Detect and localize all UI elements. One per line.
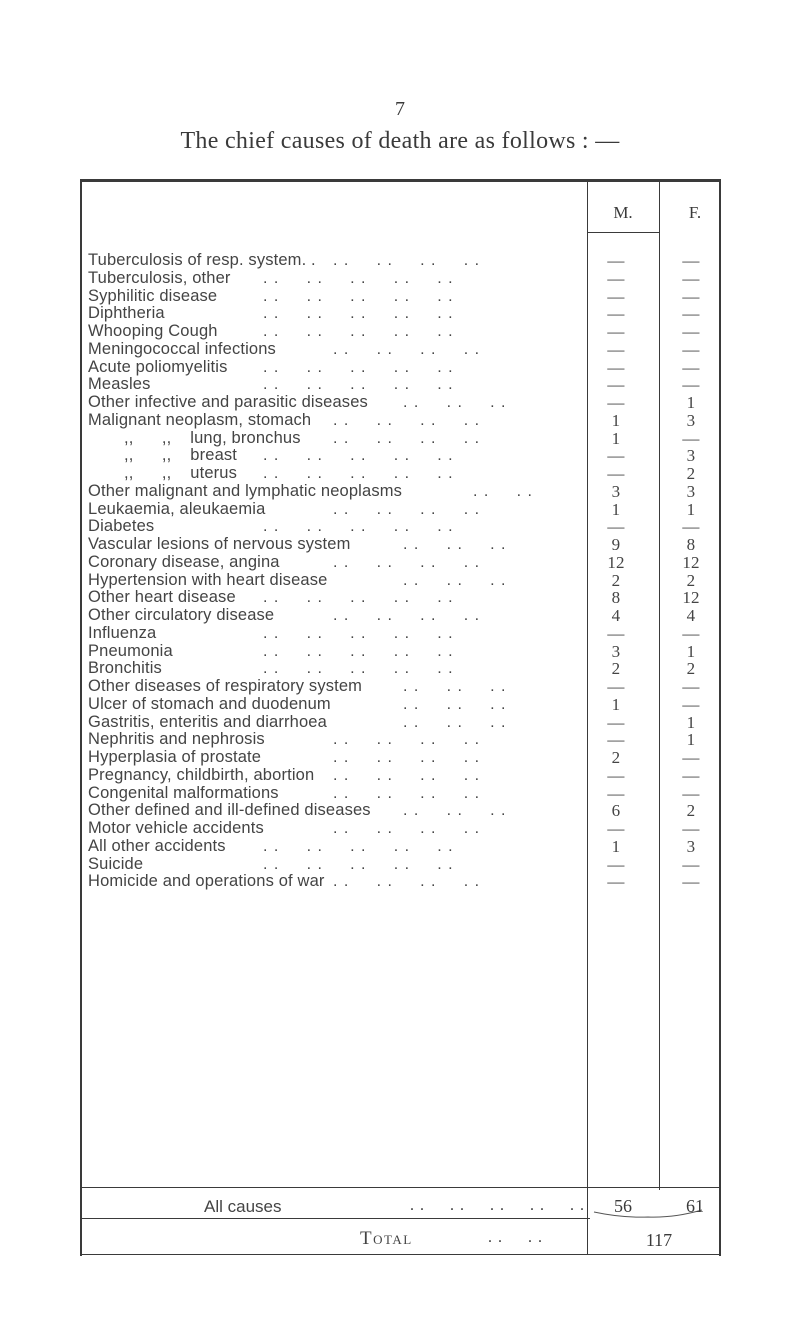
female-count: — — [682, 339, 700, 359]
table-row — [88, 554, 728, 572]
female-count: — — [682, 357, 700, 377]
male-count: 3 — [611, 641, 621, 661]
table-left-border — [80, 179, 82, 1256]
table-row — [88, 394, 728, 412]
cause-label: Tuberculosis, other — [88, 268, 231, 287]
table-row — [88, 412, 728, 430]
cause-label: Other circulatory disease — [88, 606, 275, 624]
cause-label: Other heart disease — [88, 588, 236, 607]
leader-dots: . . . . . . . . . . — [263, 323, 454, 340]
female-count: 1 — [686, 499, 696, 519]
female-count: — — [682, 517, 700, 537]
male-count: — — [607, 783, 625, 803]
female-count: — — [682, 765, 700, 785]
cause-label: Motor vehicle accidents — [88, 819, 264, 837]
leader-dots: . . . . . . . . . . — [263, 589, 454, 607]
female-count: 12 — [682, 552, 700, 572]
male-count: 2 — [611, 748, 621, 767]
all-causes-leader-dots: . . . . . . . . . . — [410, 1197, 585, 1214]
leader-dots: . . . . . . . . . . — [263, 624, 454, 642]
male-count: — — [607, 304, 625, 324]
total-leader-dots: . . . . — [488, 1229, 543, 1246]
female-count: 1 — [686, 393, 696, 412]
table-row — [88, 252, 728, 270]
leader-dots: . . . . . . . . . . — [263, 837, 454, 855]
leader-dots: . . . . . . . . . . — [263, 287, 454, 305]
female-count: 2 — [686, 464, 696, 483]
table-row — [88, 696, 728, 714]
female-count: — — [682, 694, 700, 714]
male-count: — — [607, 872, 625, 892]
leader-dots: . . . . . . . . — [333, 873, 481, 891]
male-count: — — [607, 819, 625, 838]
female-count: — — [682, 428, 700, 448]
female-count: 2 — [686, 659, 696, 679]
cause-label: Influenza — [88, 623, 157, 642]
leader-dots: . . . . . . — [403, 802, 507, 820]
table-row — [88, 678, 728, 696]
column-header-f: F. — [688, 203, 702, 222]
leader-dots: . . . . . . . . . . — [263, 305, 454, 323]
page-number: 7 — [395, 98, 405, 120]
male-count: 9 — [611, 535, 621, 554]
cause-label: Pregnancy, childbirth, abortion — [88, 765, 315, 784]
table-row — [88, 589, 728, 607]
all-causes-f: 61 — [686, 1196, 704, 1216]
male-count: — — [607, 677, 625, 696]
table-row — [88, 447, 728, 465]
cause-label: Acute poliomyelitis — [88, 357, 228, 376]
cause-label: Other diseases of respiratory system — [88, 677, 363, 695]
cause-label: Pneumonia — [88, 641, 173, 660]
page-title: The chief causes of death are as follows : — — [180, 128, 620, 154]
leader-dots: . . . . . . . . . . — [263, 518, 454, 536]
cause-label: Other defined and ill-defined diseases — [88, 801, 371, 820]
cause-label: Syphilitic disease — [88, 286, 218, 305]
cause-label: All other accidents — [88, 836, 226, 855]
female-count: 1 — [686, 641, 696, 661]
table-row — [88, 731, 728, 749]
male-count: — — [607, 322, 625, 341]
female-count: — — [682, 854, 700, 874]
leader-dots: . . . . . . . . . . — [263, 855, 454, 873]
total-value: 117 — [645, 1230, 673, 1250]
leader-dots: . . . . . . . . — [333, 784, 481, 802]
leader-dots: . . . . . . . . — [333, 607, 481, 624]
causes-list — [88, 252, 728, 891]
male-count: 1 — [611, 694, 621, 714]
table-row — [88, 288, 728, 306]
table-row — [88, 749, 728, 767]
table-row — [88, 767, 728, 785]
leader-dots: . . . . . . — [403, 713, 507, 731]
male-count: — — [607, 623, 625, 643]
cause-label: Ulcer of stomach and duodenum — [88, 694, 331, 713]
male-count: — — [607, 712, 625, 732]
female-count: 3 — [686, 410, 696, 430]
female-count: — — [682, 819, 700, 838]
leader-dots: . . . . . . . . — [333, 553, 481, 571]
female-count: — — [682, 322, 700, 341]
cause-label: Coronary disease, angina — [88, 552, 280, 571]
table-row — [88, 660, 728, 678]
leader-dots: . . . . . . . . — [333, 731, 481, 749]
female-count: 1 — [686, 712, 696, 732]
cause-label: Whooping Cough — [88, 322, 218, 340]
table-row — [88, 341, 728, 359]
male-count: — — [607, 517, 625, 537]
cause-label: ,, ,, uterus — [124, 464, 238, 482]
table-row — [88, 359, 728, 377]
female-count: — — [682, 268, 700, 288]
table-row — [88, 625, 728, 643]
leader-dots: . . . . . . . . . . — [263, 465, 454, 482]
all-causes-label: All causes — [204, 1197, 282, 1216]
table-row — [88, 376, 728, 394]
male-count: 1 — [611, 410, 621, 430]
female-count: 3 — [686, 481, 696, 501]
cause-label: Diabetes — [88, 517, 155, 536]
male-count: — — [607, 375, 625, 395]
leader-dots: . . . . . . . . — [333, 252, 481, 269]
cause-label: Hyperplasia of prostate — [88, 748, 262, 766]
male-count: 6 — [611, 801, 621, 821]
male-count: — — [607, 286, 625, 306]
table-row — [88, 572, 728, 590]
cause-label: Suicide — [88, 854, 144, 873]
male-count: 4 — [611, 606, 621, 625]
leader-dots: . . . . . . . . — [333, 820, 481, 837]
table-row — [88, 802, 728, 820]
male-count: — — [607, 357, 625, 377]
column-header-m: M. — [613, 203, 633, 222]
male-count: 12 — [607, 552, 625, 572]
leader-dots: . . . . . . . . . . — [263, 358, 454, 376]
male-count: — — [607, 251, 625, 270]
leader-dots: . . . . . . — [403, 571, 507, 589]
female-count: 8 — [686, 535, 696, 554]
cause-label: Tuberculosis of resp. system. . — [88, 251, 316, 269]
male-count: 1 — [611, 428, 621, 448]
female-count: 3 — [686, 836, 696, 856]
cause-label: ,, ,, breast — [124, 446, 238, 465]
cause-label: Hypertension with heart disease — [88, 570, 328, 589]
cause-label: Leukaemia, aleukaemia — [88, 499, 266, 518]
leader-dots: . . . . . . . . — [333, 429, 481, 447]
m-header-underline — [587, 232, 659, 233]
table-row — [88, 430, 728, 448]
female-count: 12 — [682, 588, 700, 608]
cause-label: Gastritis, enteritis and diarrhoea — [88, 712, 327, 731]
leader-dots: . . . . . . . . . . — [263, 642, 454, 660]
all-causes-top-line — [80, 1187, 721, 1188]
cause-label: Measles — [88, 375, 151, 394]
leader-dots: . . . . — [473, 482, 533, 500]
table-row — [88, 643, 728, 661]
table-row — [88, 305, 728, 323]
female-count: — — [682, 304, 700, 324]
leader-dots: . . . . . . . . . . — [263, 269, 454, 287]
table-bottom-border — [80, 1254, 721, 1255]
male-count: — — [607, 464, 625, 483]
table-row — [88, 518, 728, 536]
male-count: — — [607, 446, 625, 466]
male-count: — — [607, 393, 625, 412]
male-count: — — [607, 730, 625, 750]
cause-label: ,, ,, lung, bronchus — [124, 428, 301, 447]
leader-dots: . . . . . . . . — [333, 500, 481, 518]
male-count: — — [607, 268, 625, 288]
table-row — [88, 483, 728, 501]
female-count: 2 — [686, 570, 696, 590]
total-label: Total — [360, 1228, 413, 1249]
female-count: — — [682, 677, 700, 696]
leader-dots: . . . . . . . . — [333, 411, 481, 429]
leader-dots: . . . . . . — [403, 394, 507, 411]
female-count: — — [682, 375, 700, 395]
leader-dots: . . . . . . . . — [333, 340, 481, 358]
female-count: — — [682, 872, 700, 892]
cause-label: Congenital malformations — [88, 783, 279, 802]
leader-dots: . . . . . . — [403, 695, 507, 713]
cause-label: Other malignant and lymphatic neoplasms — [88, 481, 403, 500]
cause-label: Bronchitis — [88, 659, 162, 678]
all-causes-m: 56 — [614, 1196, 632, 1216]
male-count: 2 — [611, 659, 621, 679]
table-row — [88, 607, 728, 625]
male-count: 2 — [611, 570, 621, 590]
male-count: 3 — [611, 481, 621, 501]
cause-label: Other infective and parasitic diseases — [88, 393, 368, 411]
table-row — [88, 270, 728, 288]
total-top-line — [80, 1218, 590, 1219]
table-row — [88, 820, 728, 838]
cause-label: Nephritis and nephrosis — [88, 730, 265, 749]
male-count: — — [607, 854, 625, 874]
cause-label: Malignant neoplasm, stomach — [88, 410, 312, 429]
table-row — [88, 873, 728, 891]
female-count: — — [682, 783, 700, 803]
female-count: — — [682, 286, 700, 306]
male-count: — — [607, 339, 625, 359]
leader-dots: . . . . . . — [403, 536, 507, 553]
table-row — [88, 465, 728, 483]
leader-dots: . . . . . . . . — [333, 766, 481, 784]
male-count: 1 — [611, 836, 621, 856]
female-count: 4 — [686, 606, 696, 625]
table-row — [88, 838, 728, 856]
cause-label: Homicide and operations of war — [88, 872, 325, 891]
leader-dots: . . . . . . . . — [333, 749, 481, 766]
female-count: — — [682, 748, 700, 767]
table-row — [88, 714, 728, 732]
female-count: — — [682, 251, 700, 270]
table-row — [88, 501, 728, 519]
leader-dots: . . . . . . . . . . — [263, 660, 454, 678]
leader-dots: . . . . . . — [403, 678, 507, 695]
male-count: 8 — [611, 588, 621, 608]
table-row — [88, 785, 728, 803]
table-row — [88, 856, 728, 874]
male-count: 1 — [611, 499, 621, 519]
male-count: — — [607, 765, 625, 785]
cause-label: Vascular lesions of nervous system — [88, 535, 351, 553]
leader-dots: . . . . . . . . . . — [263, 447, 454, 465]
table-row — [88, 323, 728, 341]
leader-dots: . . . . . . . . . . — [263, 376, 454, 394]
table-row — [88, 536, 728, 554]
female-count: 2 — [686, 801, 696, 821]
female-count: 3 — [686, 446, 696, 466]
table-top-border — [80, 179, 721, 182]
female-count: 1 — [686, 730, 696, 750]
female-count: — — [682, 623, 700, 643]
cause-label: Diphtheria — [88, 304, 165, 323]
cause-label: Meningococcal infections — [88, 339, 276, 358]
